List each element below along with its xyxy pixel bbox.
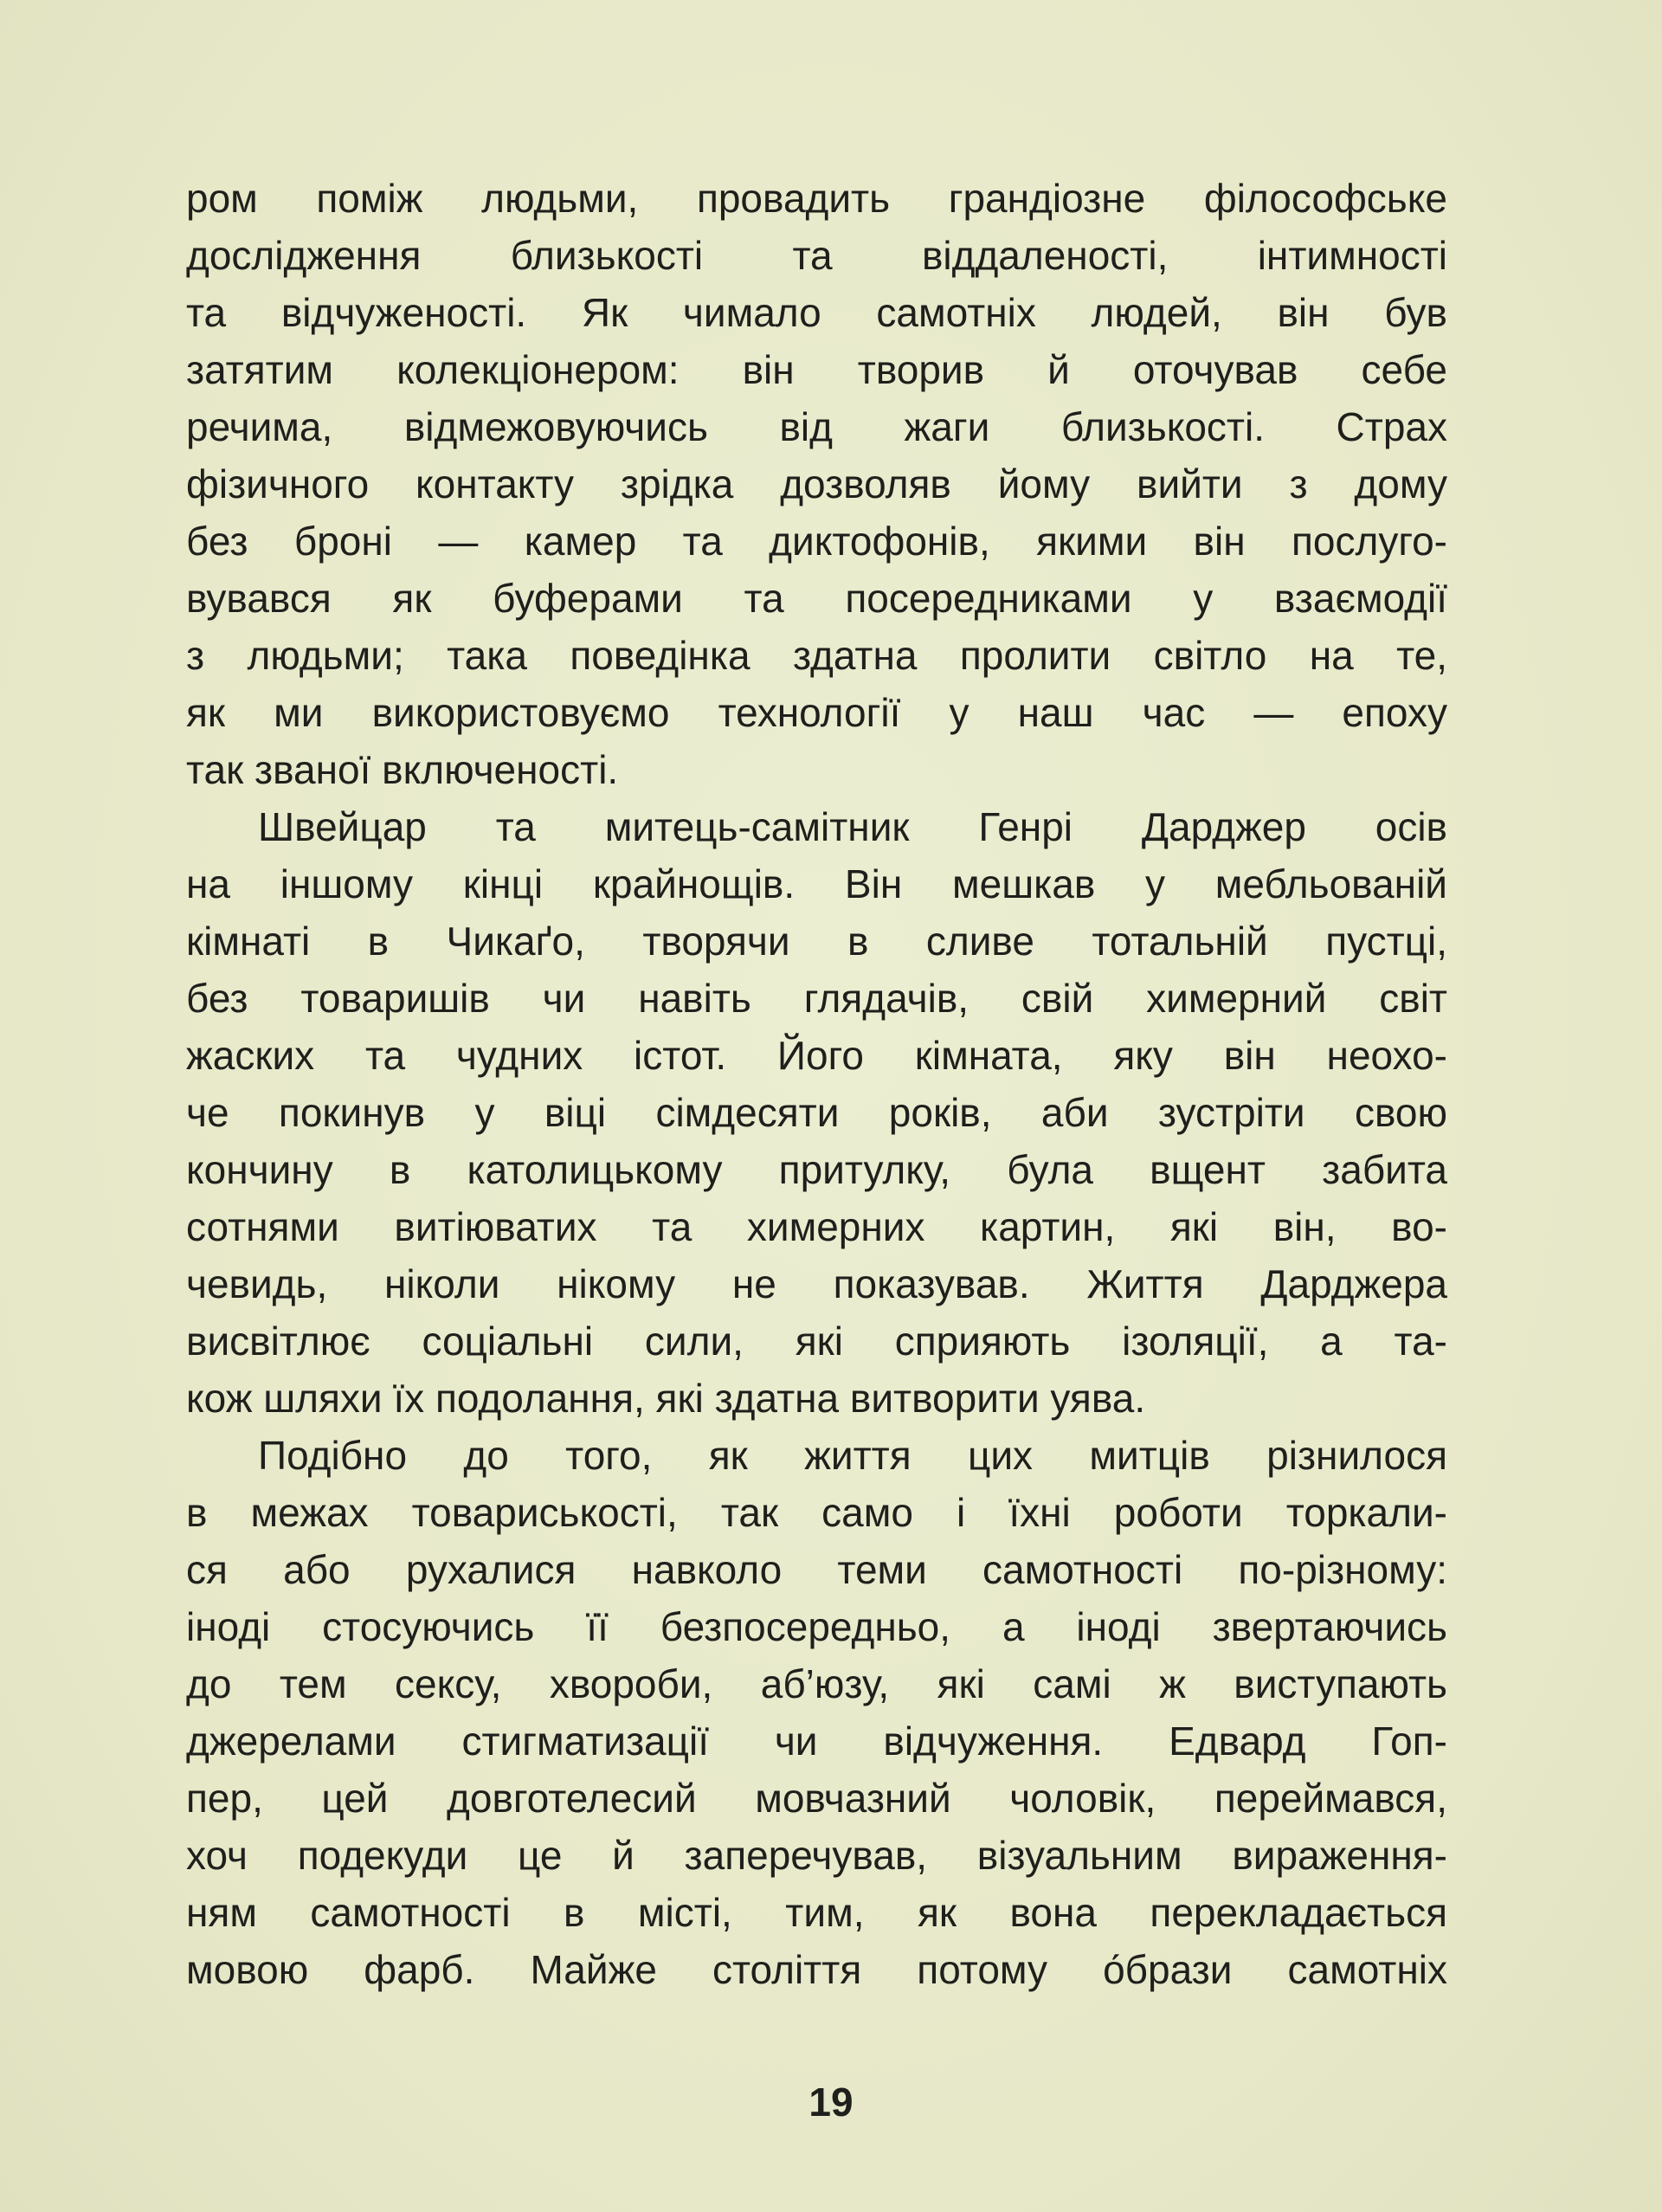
text-line: кож шляхи їх подолання, які здатна витворити уява. bbox=[186, 1376, 1146, 1421]
paragraph-start-line: Подібно до того, як життя цих митців різнилося bbox=[258, 1433, 1447, 1478]
text-line: фізичного контакту зрідка дозволяв йому вийти з дому bbox=[186, 461, 1447, 506]
text-line: дослідження близькості та віддаленості, інтимності bbox=[186, 233, 1447, 278]
text-line: затятим колекціонером: він творив й оточував себе bbox=[186, 347, 1447, 392]
text-line: так званої включеності. bbox=[186, 747, 619, 792]
text-line: чевидь, ніколи нікому не показував. Життя Дарджера bbox=[186, 1261, 1447, 1306]
text-line: в межах товариськості, так само і їхні роботи торкали- bbox=[186, 1490, 1447, 1535]
text-line: вувався як буферами та посередниками у взаємодії bbox=[186, 576, 1447, 621]
text-line: речима, відмежовуючись від жаги близькості. Страх bbox=[186, 404, 1447, 449]
text-line: пер, цей довготелесий мовчазний чоловік, переймався, bbox=[186, 1776, 1447, 1821]
text-line: мовою фарб. Майже століття потому о́брази самотніх bbox=[186, 1947, 1447, 1992]
text-line: на іншому кінці крайнощів. Він мешкав у мебльованій bbox=[186, 861, 1447, 906]
text-line: до тем сексу, хвороби, аб’юзу, які самі ж виступають bbox=[186, 1661, 1447, 1706]
text-line: жаских та чудних істот. Його кімната, яку він неохо- bbox=[186, 1033, 1447, 1078]
text-line: кончину в католицькому притулку, була вщент забита bbox=[186, 1147, 1447, 1192]
text-line: іноді стосуючись її безпосередньо, а іноді звертаючись bbox=[186, 1604, 1447, 1649]
text-line: джерелами стигматизації чи відчуження. Едвард Гоп- bbox=[186, 1719, 1447, 1764]
text-line: ням самотності в місті, тим, як вона перекладається bbox=[186, 1890, 1447, 1935]
text-line: сотнями витіюватих та химерних картин, які він, во- bbox=[186, 1204, 1447, 1249]
text-line: ся або рухалися навколо теми самотності по-різному: bbox=[186, 1547, 1447, 1592]
text-line: без броні — камер та диктофонів, якими він послуго- bbox=[186, 519, 1447, 564]
paragraph-start-line: Швейцар та митець-самітник Генрі Дарджер осів bbox=[258, 804, 1447, 849]
text-line: та відчуженості. Як чимало самотніх людей, він був bbox=[186, 290, 1447, 335]
text-line: кімнаті в Чикаґо, творячи в сливе тотальній пустці, bbox=[186, 919, 1447, 964]
text-line: хоч подекуди це й заперечував, візуальним вираження- bbox=[186, 1833, 1447, 1878]
text-line: че покинув у віці сімдесяти років, аби зустріти свою bbox=[186, 1090, 1447, 1135]
text-line: ром поміж людьми, провадить грандіозне філософське bbox=[186, 176, 1447, 221]
page-number: 19 bbox=[808, 2080, 854, 2125]
text-line: як ми використовуємо технології у наш час — епоху bbox=[186, 690, 1447, 735]
text-line: без товаришів чи навіть глядачів, свій химерний світ bbox=[186, 976, 1447, 1021]
body-text bbox=[186, 170, 1447, 1998]
text-line: з людьми; така поведінка здатна пролити світло на те, bbox=[186, 633, 1447, 678]
text-line: висвітлює соціальні сили, які сприяють ізоляції, а та- bbox=[186, 1319, 1447, 1364]
